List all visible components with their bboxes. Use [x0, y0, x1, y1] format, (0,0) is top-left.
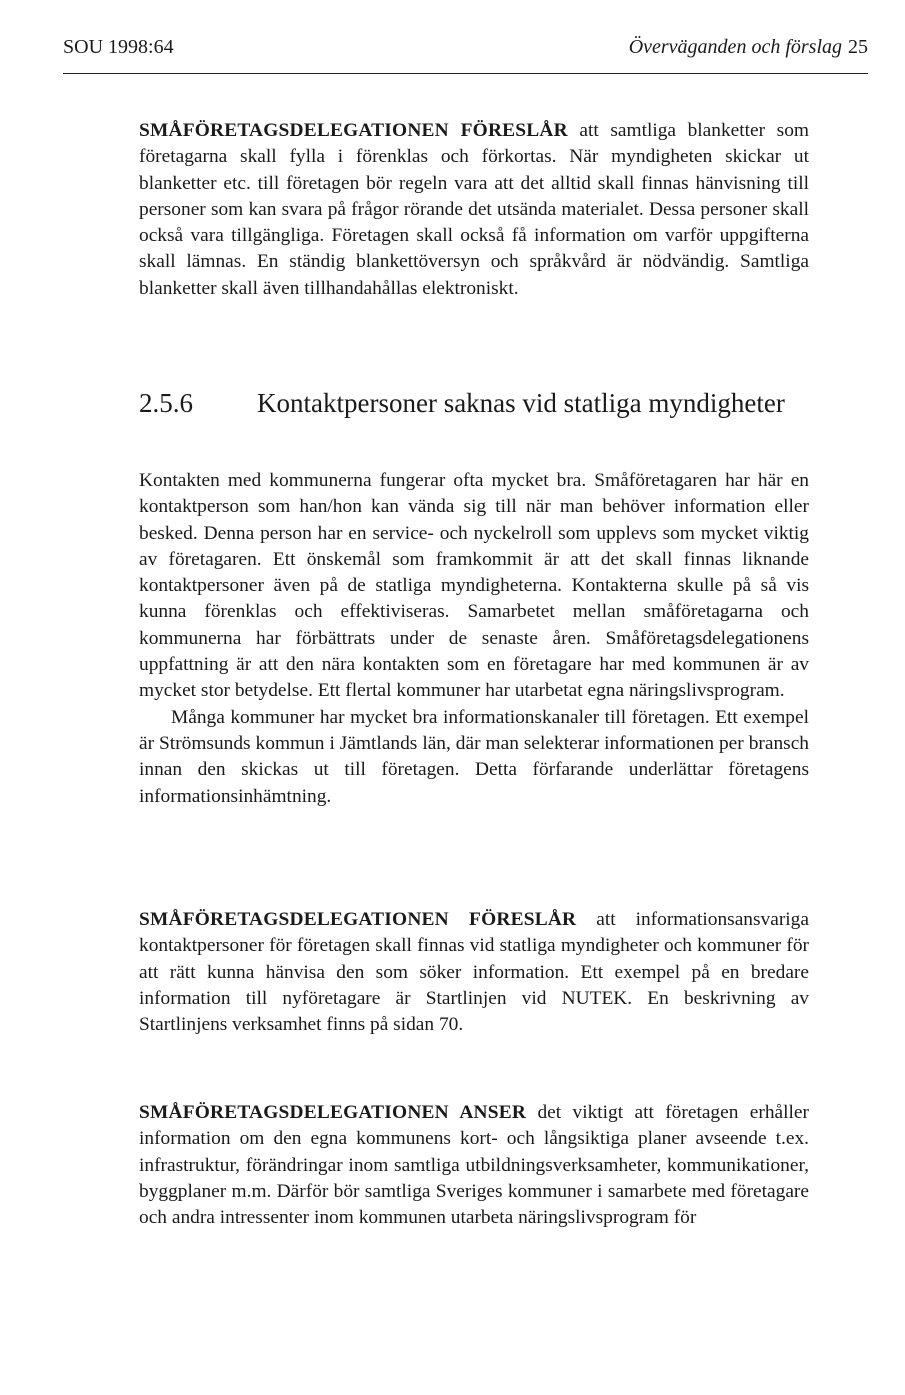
header-rule	[63, 73, 868, 74]
section-number: 2.5.6	[139, 388, 193, 418]
header-chapter	[629, 36, 868, 59]
assessment-paragraph	[139, 1100, 809, 1231]
running-header	[63, 36, 868, 66]
proposal-paragraph-2	[139, 907, 809, 1038]
body-text	[139, 468, 809, 810]
header-report-id: SOU 1998:64	[63, 36, 174, 58]
body-paragraph-1: Kontakten med kommunerna fungerar ofta mycket bra. Småföretagaren har här en kontaktperson som han/hon kan vända sig till när man behöver information eller besked. Denna person har en service- och nyckelroll som upplevs som mycket viktig av företagaren. Ett önskemål som framkommit är att det skall finnas liknande kontaktpersoner även på de statliga myndigheterna. Kontakterna skulle på så vis kunna förenklas och effektiviseras. Samarbetet mellan småföretagarna och kommunerna har förbättrats under de senaste åren. Småföretagsdelegationens uppfattning är att den nära kontakten som en företagare har med kommunen är av mycket stor betydelse. Ett flertal kommuner har utarbetat egna näringslivsprogram.	[139, 470, 809, 702]
proposal-paragraph-1	[139, 118, 809, 302]
proposal-lead-1: SMÅFÖRETAGSDELEGATIONEN FÖRESLÅR	[139, 120, 568, 141]
proposal-block-2	[139, 907, 809, 1038]
page-number: 25	[848, 36, 868, 58]
body-paragraph-2: Många kommuner har mycket bra informationskanaler till företagen. Ett exempel är Strömsunds kommun i Jämtlands län, där man selekterar informationen per bransch innan den skickas ut till företagen. Detta förfarande underlättar företagens informationsinhämtning.	[139, 706, 809, 807]
assessment-block	[139, 1100, 809, 1231]
proposal-lead-2: SMÅFÖRETAGSDELEGATIONEN FÖRESLÅR	[139, 909, 577, 930]
proposal-block-1	[139, 118, 809, 302]
proposal-text-1: att samtliga blanketter som företagarna skall fylla i förenklas och förkortas. När myndigheten skickar ut blanketter etc. till företagen bör regeln vara att det alltid skall finnas hänvisning till personer som kan svara på frågor rörande det utsända materialet. Dessa personer skall också vara tillgängliga. Företagen skall också få information om varför uppgifterna skall lämnas. En ständig blankettöversyn och språkvård är nödvändig. Samtliga blanketter skall även tillhandahållas elektroniskt.	[139, 120, 809, 299]
proposal-text-2: att informationsansvariga kontaktpersoner för företagen skall finnas vid statliga myndigheter och kommuner för att rätt kunna hänvisa den som söker information. Ett exempel på en bredare information till nyföretagare är Startlinjen vid NUTEK. En beskrivning av Startlinjens verksamhet finns på sidan 70.	[139, 909, 809, 1036]
assessment-text: det viktigt att företagen erhåller information om den egna kommunens kort- och långsiktiga planer avseende t.ex. infrastruktur, förändringar inom samtliga utbildningsverksamheter, kommunikationer, byggplaner m.m. Därför bör samtliga Sveriges kommuner i samarbete med företagare och andra intressenter inom kommunen utarbeta näringslivsprogram för	[139, 1102, 809, 1229]
section-title: Kontaktpersoner saknas vid statliga myndigheter	[257, 388, 785, 418]
header-chapter-title: Överväganden och förslag	[628, 36, 842, 58]
assessment-lead: SMÅFÖRETAGSDELEGATIONEN ANSER	[139, 1102, 527, 1123]
